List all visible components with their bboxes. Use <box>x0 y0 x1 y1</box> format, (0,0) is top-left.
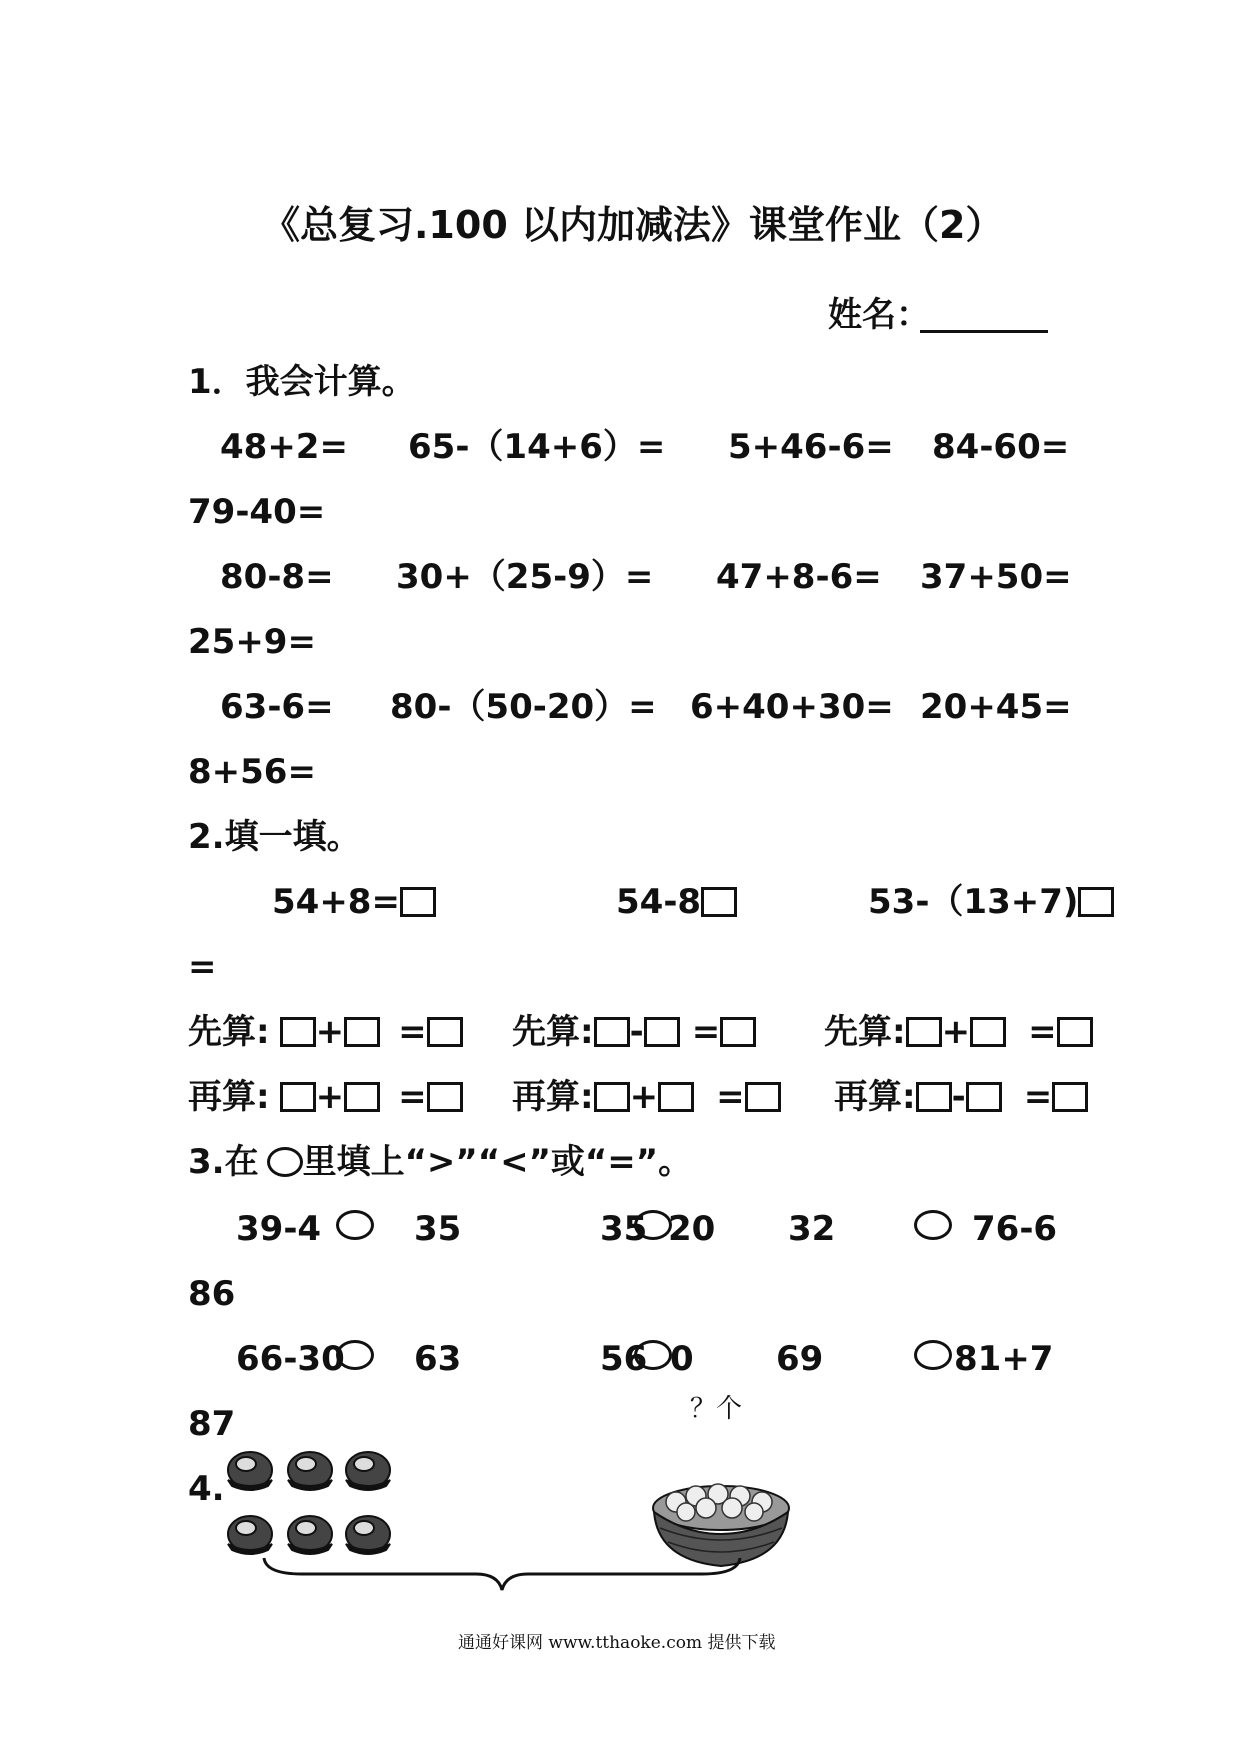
step-box[interactable] <box>427 1017 463 1047</box>
compare-expr: 35 <box>600 1209 648 1249</box>
compare-expr: 81+7 <box>954 1339 1054 1379</box>
calc-item: 80-8= <box>220 557 334 597</box>
fill-problem-text: 54+8= <box>272 882 400 922</box>
peach-icon <box>228 1516 272 1554</box>
calc-item: 30+（25-9）= <box>396 557 654 597</box>
peach-icon <box>346 1516 390 1554</box>
step-box[interactable] <box>720 1017 756 1047</box>
step-box[interactable] <box>427 1082 463 1112</box>
step-box[interactable] <box>344 1082 380 1112</box>
calc-item: 8+56= <box>188 752 316 792</box>
compare-expr: 87 <box>188 1404 236 1444</box>
footer-credit: 通通好课网 www.tthaoke.com 提供下载 <box>458 1633 776 1653</box>
step-box[interactable] <box>966 1082 1002 1112</box>
step-box[interactable] <box>280 1082 316 1112</box>
fill-problem <box>272 882 436 922</box>
calc-item: 5+46-6= <box>728 427 894 467</box>
compare-circle[interactable] <box>914 1340 952 1370</box>
compare-circle[interactable] <box>336 1210 374 1240</box>
calc-item: 65-（14+6）= <box>408 427 666 467</box>
calc-item: 79-40= <box>188 492 326 532</box>
step-box[interactable] <box>1052 1082 1088 1112</box>
step-box[interactable] <box>658 1082 694 1112</box>
brace-icon <box>262 1556 742 1596</box>
fill-problem <box>616 882 737 922</box>
calc-item: 80-（50-20）= <box>390 687 657 727</box>
compare-expr: 39-4 <box>236 1209 322 1249</box>
compare-expr: 69 <box>776 1339 824 1379</box>
step-box[interactable] <box>594 1082 630 1112</box>
compare-expr: 0 <box>670 1339 694 1379</box>
then-step: 再算: - = <box>834 1080 1088 1114</box>
compare-expr: 20 <box>668 1209 716 1249</box>
first-step: 先算: - = <box>512 1015 756 1049</box>
step-box[interactable] <box>745 1082 781 1112</box>
calc-item: 48+2= <box>220 427 348 467</box>
section2-heading: 2.填一填。 <box>188 817 361 857</box>
then-step: 再算: + = <box>512 1080 781 1114</box>
fill-problem-text: 54-8 <box>616 882 702 922</box>
compare-circle[interactable] <box>634 1210 672 1240</box>
calc-item: 47+8-6= <box>716 557 882 597</box>
step-box[interactable] <box>644 1017 680 1047</box>
name-blank[interactable] <box>920 330 1048 333</box>
compare-expr: 35 <box>414 1209 462 1249</box>
compare-expr: 76-6 <box>972 1209 1058 1249</box>
equals-sign: = <box>188 947 217 987</box>
page-title: 《总复习.100 以内加减法》课堂作业（2） <box>262 203 1004 247</box>
question-label: ？个 <box>690 1394 743 1424</box>
calc-item: 84-60= <box>932 427 1070 467</box>
compare-expr: 63 <box>414 1339 462 1379</box>
step-box[interactable] <box>280 1017 316 1047</box>
first-step: 先算: + = <box>188 1015 463 1049</box>
circle-icon <box>267 1147 303 1177</box>
compare-expr: 32 <box>788 1209 836 1249</box>
answer-box[interactable] <box>400 887 436 917</box>
step-box[interactable] <box>916 1082 952 1112</box>
fill-problem-text: 53-（13+7) <box>868 882 1079 922</box>
peach-icon <box>288 1452 332 1490</box>
first-step: 先算: + = <box>824 1015 1093 1049</box>
peach-icon <box>228 1452 272 1490</box>
section4-heading: 4. <box>188 1469 225 1509</box>
name-label: 姓名： <box>828 295 930 335</box>
step-box[interactable] <box>594 1017 630 1047</box>
compare-expr: 86 <box>188 1274 236 1314</box>
calc-item: 37+50= <box>920 557 1072 597</box>
step-box[interactable] <box>1057 1017 1093 1047</box>
fill-problem <box>868 882 1114 922</box>
compare-expr: 66-30 <box>236 1339 345 1379</box>
compare-circle[interactable] <box>914 1210 952 1240</box>
peach-icon <box>346 1452 390 1490</box>
section3-heading: 3.在 里填上“>”“<”或“=”。 <box>188 1142 693 1182</box>
peach-icon <box>288 1516 332 1554</box>
answer-box[interactable] <box>701 887 737 917</box>
compare-circle[interactable] <box>336 1340 374 1370</box>
calc-item: 25+9= <box>188 622 316 662</box>
step-box[interactable] <box>906 1017 942 1047</box>
calc-item: 6+40+30= <box>690 687 894 727</box>
calc-item: 63-6= <box>220 687 334 727</box>
then-step: 再算: + = <box>188 1080 463 1114</box>
peach-icons <box>222 1440 402 1560</box>
compare-expr: 56 <box>600 1339 648 1379</box>
answer-box[interactable] <box>1078 887 1114 917</box>
compare-circle[interactable] <box>634 1340 672 1370</box>
calc-item: 20+45= <box>920 687 1072 727</box>
section1-heading: 1．我会计算。 <box>188 362 416 402</box>
step-box[interactable] <box>970 1017 1006 1047</box>
step-box[interactable] <box>344 1017 380 1047</box>
